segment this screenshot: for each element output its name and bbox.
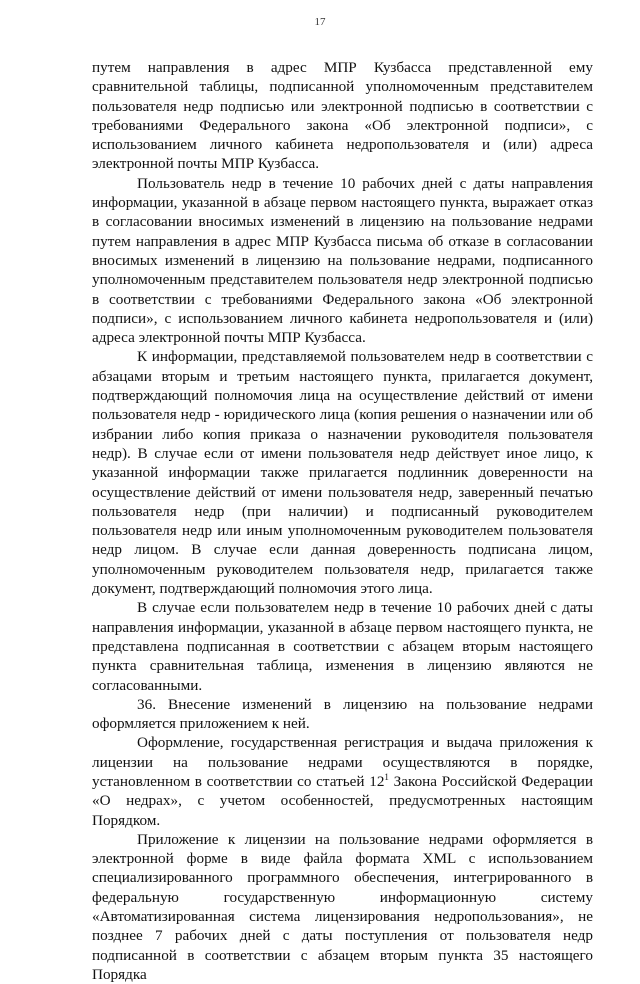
paragraph-text: Оформление, государственная регистрация и выдача приложения к лицензии на пользование недрами осуществляются в порядке, установленном в соответствии со статьей 12 xyxy=(92,734,593,790)
paragraph: Приложение к лицензии на пользование недрами оформляется в электронной форме в виде файла формата XML с использованием специализированного программного обеспечения, интегрированного в федеральную государственную информационную систему «Автоматизированная система лицензирования недропользования», не позднее 7 рабочих дней с даты поступления от пользователя недр подписанной в соответствии с абзацем вторым пункта 35 настоящего Порядка xyxy=(92,830,593,983)
paragraph: путем направления в адрес МПР Кузбасса представленной ему сравнительной таблицы, подписанной уполномоченным представителем пользователя недр подписью или электронной подписью в соответствии с требованиями Федерального закона «Об электронной подписи», с использованием личного кабинета недропользователя и (или) адреса электронной почты МПР Кузбасса. xyxy=(92,59,593,173)
paragraph-text: Закона Российской Федерации «О недрах», с учетом особенностей, предусмотренных настоящим Порядком. xyxy=(92,772,593,829)
paragraph xyxy=(92,733,593,829)
document-body xyxy=(92,58,593,984)
page-number: 17 xyxy=(314,16,326,28)
paragraph: Пользователь недр в течение 10 рабочих дней с даты направления информации, указанной в абзаце первом настоящего пункта, выражает отказ в согласовании вносимых изменений в лицензию на пользование недрами путем направления в адрес МПР Кузбасса письма об отказе в согласовании вносимых изменений в лицензию на пользование недрами, подписанного уполномоченным представителем пользователя недр электронной подписью в соответствии с требованиями Федерального закона «Об электронной подписи», с использованием личного кабинета недропользователя и (или) адреса электронной почты МПР Кузбасса. xyxy=(92,174,593,347)
paragraph: 36. Внесение изменений в лицензию на пользование недрами оформляется приложением к ней. xyxy=(92,695,593,733)
paragraph: В случае если пользователем недр в течение 10 рабочих дней с даты направления информации, указанной в абзаце первом настоящего пункта, не представлена подписанная в соответствии с абзацем вторым настоящего пункта сравнительная таблица, изменения в лицензию являются не согласованными. xyxy=(92,599,593,694)
paragraph: К информации, представляемой пользователем недр в соответствии с абзацами вторым и третьим настоящего пункта, прилагается документ, подтверждающий полномочия лица на осуществление действий от имени пользователя недр - юридического лица (копия решения о назначении или об избрании либо копия приказа о назначении руководителя пользователя недр). В случае если от имени пользователя недр действует иное лицо, к указанной информации также прилагается подлинник доверенности на осуществление действий от имени пользователя недр, заверенный печатью пользователя недр (при наличии) и подписанный руководителем пользователя недр или иным уполномоченным руководителем пользователя недр лицом. В случае если данная доверенность подписана лицом, уполномоченным руководителем пользователя недр, прилагается также документ, подтверждающий полномочия этого лица. xyxy=(92,348,593,598)
superscript: 1 xyxy=(384,771,389,782)
